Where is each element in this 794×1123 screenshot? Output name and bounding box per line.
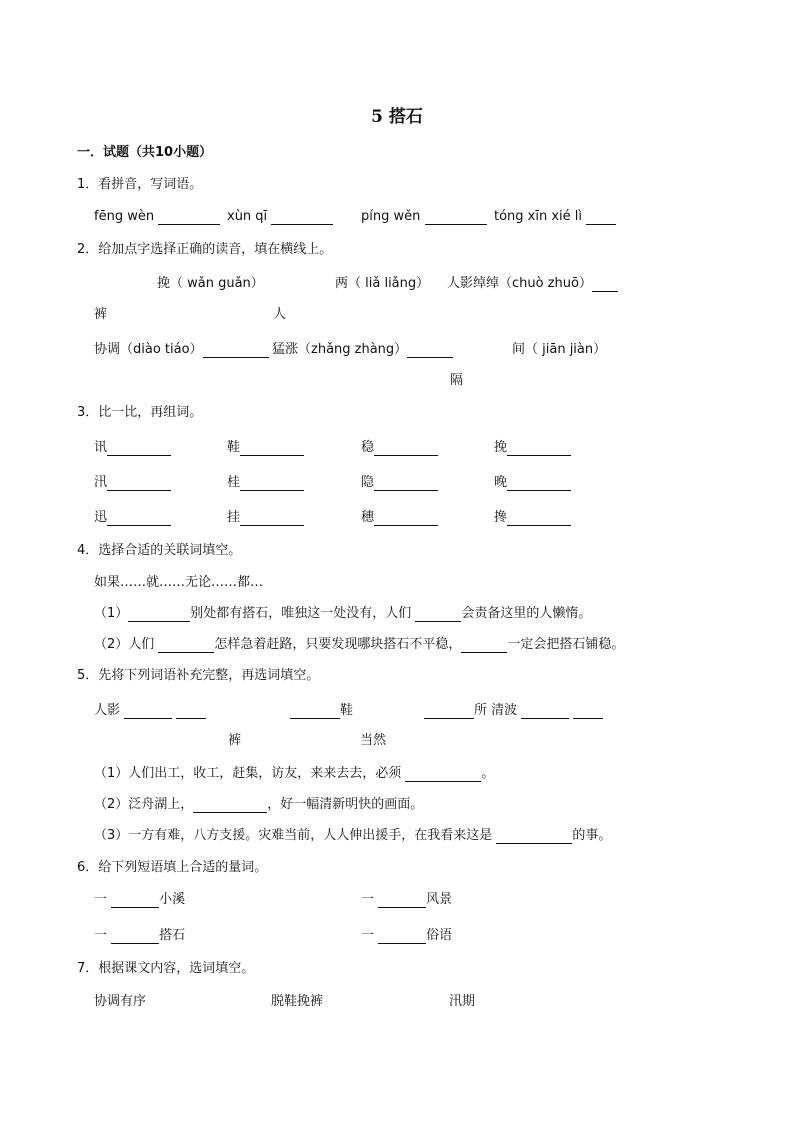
q3-cell: [227, 440, 304, 456]
phrase-text: 小溪: [159, 892, 186, 907]
answer-blank[interactable]: [405, 768, 481, 782]
char: 鞋: [227, 440, 241, 455]
q2-item-tiao-text: 协调（diào tiáo）: [94, 342, 203, 357]
answer-blank[interactable]: [496, 830, 572, 844]
answer-blank[interactable]: [290, 705, 340, 719]
answer-blank[interactable]: [158, 639, 214, 653]
word-text: 所 清波: [474, 703, 518, 718]
answer-blank[interactable]: [407, 344, 453, 358]
q2-item-wan: 挽（ wǎn guǎn）: [157, 276, 264, 291]
q2-item-zhang: [272, 342, 453, 358]
answer-blank[interactable]: [107, 477, 171, 491]
question-3-prompt: 3．比一比，再组词。: [77, 405, 203, 420]
q2-item-liang: 两（ liǎ liǎng）: [335, 276, 430, 291]
answer-blank[interactable]: [374, 512, 438, 526]
q2-item-chuo: [447, 276, 618, 292]
q2-item-jian-word: 隔: [450, 373, 464, 388]
answer-blank[interactable]: [521, 705, 569, 719]
answer-blank[interactable]: [240, 477, 304, 491]
answer-blank[interactable]: [378, 894, 426, 908]
answer-blank[interactable]: [128, 608, 190, 622]
sentence-text: （1）: [94, 606, 129, 621]
q5-word-1-end: 裤: [228, 733, 242, 748]
q6-item: [94, 928, 185, 944]
section-heading: 一．试题（共10小题）: [77, 145, 213, 160]
q3-cell: [94, 475, 171, 491]
answer-blank[interactable]: [461, 639, 507, 653]
sentence-text: 别处都有搭石，唯独这一处没有，人们: [190, 606, 416, 621]
answer-blank[interactable]: [111, 930, 159, 944]
q7-word: 协调有序: [94, 994, 147, 1009]
pinyin: fēng wèn: [94, 209, 155, 224]
q6-item: [361, 928, 452, 944]
sentence-text: 怎样急着赶路，只要发现哪块搭石不平稳，: [214, 637, 462, 652]
yi-text: 一: [361, 892, 375, 907]
answer-blank[interactable]: [271, 211, 333, 225]
question-4-prompt: 4．选择合适的关联词填空。: [77, 543, 242, 558]
sentence-text: （2）泛舟湖上，: [94, 797, 194, 812]
q4-sentence-1: [94, 606, 591, 622]
q3-cell: [494, 510, 571, 526]
q5-sentence-3: [94, 828, 611, 844]
answer-blank[interactable]: [374, 477, 438, 491]
char: 桂: [227, 475, 241, 490]
q3-cell: [361, 510, 438, 526]
q5-sentence-2: [94, 797, 423, 813]
answer-blank[interactable]: [415, 608, 461, 622]
sentence-text: 的事。: [572, 828, 612, 843]
answer-blank[interactable]: [240, 512, 304, 526]
q5-sentence-1: [94, 766, 494, 782]
answer-blank[interactable]: [240, 442, 304, 456]
phrase-text: 俗语: [426, 928, 453, 943]
answer-blank[interactable]: [193, 799, 267, 813]
q1-item-4: [494, 209, 616, 225]
answer-blank[interactable]: [124, 705, 172, 719]
char: 讯: [94, 440, 108, 455]
phrase-text: 搭石: [159, 928, 186, 943]
q2-item-wan-word: 裤: [94, 307, 108, 322]
answer-blank[interactable]: [111, 894, 159, 908]
answer-blank[interactable]: [507, 477, 571, 491]
q5-word-1: [94, 703, 206, 719]
pinyin: xùn qī: [227, 209, 268, 224]
sentence-text: （2）人们: [94, 637, 159, 652]
word-text: 人影: [94, 703, 121, 718]
q4-options: 如果……就……无论……都…: [94, 575, 264, 590]
yi-text: 一: [94, 892, 108, 907]
q3-cell: [94, 440, 171, 456]
q5-word-3: [424, 703, 603, 719]
q7-word: 脱鞋挽裤: [271, 994, 324, 1009]
answer-blank[interactable]: [378, 930, 426, 944]
answer-blank[interactable]: [592, 278, 618, 292]
answer-blank[interactable]: [374, 442, 438, 456]
q4-sentence-2: [94, 637, 624, 653]
char: 晚: [494, 475, 508, 490]
answer-blank[interactable]: [573, 705, 603, 719]
answer-blank[interactable]: [107, 442, 171, 456]
q1-item-2: [227, 209, 333, 225]
pinyin: píng wěn: [361, 209, 421, 224]
char: 搀: [494, 510, 508, 525]
q7-word: 汛期: [449, 994, 476, 1009]
answer-blank[interactable]: [507, 442, 571, 456]
char: 挽: [494, 440, 508, 455]
q3-cell: [361, 440, 438, 456]
answer-blank[interactable]: [176, 705, 206, 719]
sentence-text: ，好一幅清新明快的画面。: [267, 797, 424, 812]
char: 汛: [94, 475, 108, 490]
q2-item-tiao: [94, 342, 269, 358]
yi-text: 一: [94, 928, 108, 943]
q3-cell: [494, 475, 571, 491]
char: 隐: [361, 475, 375, 490]
question-7-prompt: 7．根据课文内容，选词填空。: [77, 961, 255, 976]
q3-cell: [227, 475, 304, 491]
q2-item-liang-word: 人: [273, 307, 287, 322]
answer-blank[interactable]: [586, 211, 616, 225]
q6-item: [94, 892, 185, 908]
answer-blank[interactable]: [425, 211, 487, 225]
question-6-prompt: 6．给下列短语填上合适的量词。: [77, 860, 268, 875]
question-2-prompt: 2．给加点字选择正确的读音，填在横线上。: [77, 242, 333, 257]
char: 稳: [361, 440, 375, 455]
sentence-text: 。: [481, 766, 495, 781]
sentence-text: （3）一方有难，八方支援。灾难当前，人人伸出援手，在我看来这是: [94, 828, 497, 843]
q1-item-1: [94, 209, 220, 225]
yi-text: 一: [361, 928, 375, 943]
q3-cell: [361, 475, 438, 491]
q5-word-2: [290, 703, 353, 719]
q3-cell: [494, 440, 571, 456]
char: 穗: [361, 510, 375, 525]
q3-cell: [227, 510, 304, 526]
char: 挂: [227, 510, 241, 525]
answer-blank[interactable]: [107, 512, 171, 526]
q5-word-2-end: 当然: [360, 733, 387, 748]
q2-item-chuo-text: 人影绰绰（chuò zhuō）: [447, 276, 592, 291]
question-1-prompt: 1．看拼音，写词语。: [77, 177, 203, 192]
sentence-text: 一定会把搭石铺稳。: [507, 637, 625, 652]
q1-item-3: [361, 209, 487, 225]
phrase-text: 风景: [426, 892, 453, 907]
question-5-prompt: 5．先将下列词语补充完整，再选词填空。: [77, 668, 320, 683]
q2-item-jian: 间（ jiān jiàn）: [512, 342, 607, 357]
q3-cell: [94, 510, 171, 526]
answer-blank[interactable]: [158, 211, 220, 225]
word-text: 鞋: [340, 703, 354, 718]
pinyin: tóng xīn xié lì: [494, 209, 583, 224]
sentence-text: （1）人们出工，收工，赶集，访友，来来去去，必须: [94, 766, 406, 781]
q2-item-zhang-text: 猛涨（zhǎng zhàng）: [272, 342, 408, 357]
answer-blank[interactable]: [203, 344, 269, 358]
char: 迅: [94, 510, 108, 525]
q6-item: [361, 892, 452, 908]
sentence-text: 会责备这里的人懒惰。: [461, 606, 592, 621]
answer-blank[interactable]: [424, 705, 474, 719]
answer-blank[interactable]: [507, 512, 571, 526]
page-title: 5 搭石: [371, 107, 423, 127]
